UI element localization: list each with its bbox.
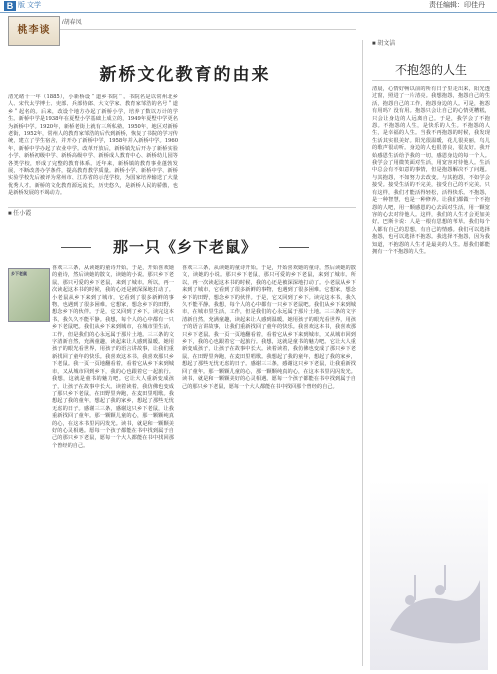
editor-credit: 责任编辑：印佳丹 [429, 2, 485, 9]
article-body-col1: 清光绪十一年（1885），小新桥设＂道乡书院＂。书院名是以常州北乡人、宋代太学博士、吏部、兵部侍郎、大文学家、教育家邹浩的名号＂道乡＂起名的。后来，改设个地方办起了新桥小学，培养了数以万计的学生。新桥中学是1938年在夏墅小学基础上成立的，1949年夏墅中学更名为新桥中学。1920年，新桥老街上就有三所私塾。1950年，地区对新桥老街，1952年，常州人的教育家邹浩的后代到新桥，恢复了书院的学习传统，建立了学生宿舍，并开办了新桥中学，1958年并入新桥中学。1960年，新桥中学办起了农业中学。改革开放后，新桥镇先后开办了新桥实验小学、新桥初级中学、新桥高级中学、新桥成人教育中心、新桥幼儿园等各类学校，形成了完整的教育体系。近年来，新桥镇的教育事业蓬勃发展，不断改善办学条件，提高教育教学质量。新桥小学、新桥中学、新桥实验学校先后被评为常州市、江苏省的示范学校，为国家培养输送了大量优秀人才。新桥的文化教育源远流长，历史悠久，是新桥人民的骄傲，也是新桥发展的不竭动力。 [8, 94, 178, 197]
article-divider [8, 207, 356, 208]
section-letter: B [4, 1, 16, 11]
page-header-bar [0, 0, 497, 13]
column-divider [362, 40, 363, 666]
book-cover-title: 乡下老鼠 [11, 271, 27, 276]
article-title: 不抱怨的人生 [394, 63, 467, 77]
column-banner [8, 16, 60, 46]
article-body-col2: 喜欢三三条，从读她的童诗开始。于是，开始喜欢她的童诗，然后读她的散文，读她的小说。那只乡下老鼠，那只可爱的乡下老鼠，来到了城市。所以，再一次读起这本书的时候，我的心还是被深深地打动了。小老鼠从乡下来到了城市，它看到了很多新鲜的事物，也遇到了很多困难。它想家，想念乡下的田野，想念乡下的伙伴。于是，它又回到了乡下。读完这本书，我久久不能平静。我想，每个人的心中都有一只乡下老鼠吧。我们从乡下来到城市，在城市里生活，工作，但是我们的心永远属于那片土地。三三条的文字清新自然，充满童趣，读起来让人感到温暖。她用孩子的眼光看世界，用孩子的语言讲故事，让我们重新找回了童年的快乐。我喜欢这本书，我喜欢那只乡下老鼠。我一页一页地翻看着，看着它从乡下来到城市，又从城市回到乡下，我的心也跟着它一起旅行。我想，这就是童书的魅力吧。它让大人重新变成孩子，让孩子在故事中长大。读着读着，我仿佛也变成了那只乡下老鼠，在田野里奔跑，在麦田里唱歌。我想起了我的童年，想起了我的家乡，想起了那些无忧无虑的日子。感谢三三条，感谢这只乡下老鼠，让我重新找回了童年。那一颗颗儿童的心，那一颗颗纯真的心，在这本书里闪闪发光。读书，就是和一颗颗美好的心灵相遇。愿每一个孩子都能在书中找到属于自己的那只乡下老鼠，愿每一个大人都能在书中找回那个曾经的自己。 [182, 265, 356, 390]
article-body-col1: 喜欢三三条，从读她的童诗开始。于是，开始喜欢她的童诗，然后读她的散文，读她的小说。那只乡下老鼠，那只可爱的乡下老鼠，来到了城市。所以，再一次读起这本书的时候，我的心还是被深深地打动了。小老鼠从乡下来到了城市，它看到了很多新鲜的事物，也遇到了很多困难。它想家，想念乡下的田野，想念乡下的伙伴。于是，它又回到了乡下。读完这本书，我久久不能平静。我想，每个人的心中都有一只乡下老鼠吧。我们从乡下来到城市，在城市里生活，工作，但是我们的心永远属于那片土地。三三条的文字清新自然，充满童趣，读起来让人感到温暖。她用孩子的眼光看世界，用孩子的语言讲故事，让我们重新找回了童年的快乐。我喜欢这本书，我喜欢那只乡下老鼠。我一页一页地翻看着，看着它从乡下来到城市，又从城市回到乡下，我的心也跟着它一起旅行。我想，这就是童书的魅力吧。它让大人重新变成孩子，让孩子在故事中长大。读着读着，我仿佛也变成了那只乡下老鼠，在田野里奔跑，在麦田里唱歌。我想起了我的童年，想起了我的家乡，想起了那些无忧无虑的日子。感谢三三条，感谢这只乡下老鼠，让我重新找回了童年。那一颗颗儿童的心，那一颗颗纯真的心，在这本书里闪闪发光。读书，就是和一颗颗美好的心灵相遇。愿每一个孩子都能在书中找到属于自己的那只乡下老鼠，愿每一个大人都能在书中找回那个曾经的自己。 [52, 265, 174, 449]
article-title: 新桥文化教育的由来 [99, 65, 271, 85]
article-author-tag: ■ 任小霞 [8, 211, 32, 217]
section-name: 版 文学 [18, 2, 41, 9]
article-author-tag: ■ 胡文洁 [372, 41, 396, 47]
article-body-col2 [185, 94, 357, 202]
article-author-tag: /胡春凤 [62, 20, 82, 26]
book-cover-image [8, 268, 50, 322]
article-body: 清晨，心情好畅以前的所有日子里走出来，阳光透过窗，照进了一片清亮。我想抱怨，抱怨自己的生活，抱怨自己的工作，抱怨身边的人。可是，抱怨有用吗？没有用。抱怨只会让自己的心情更糟糕，只会让身边的人远离自己。于是，我学会了不抱怨。不抱怨的人生，是快乐的人生。不抱怨的人生，是幸福的人生。当我不再抱怨的时候，我发现生活其实很美好。阳光很温暖，花儿很美丽，鸟儿的歌声很动听。身边的人也很善良，很友好。我开始感恩生活给予我的一切，感恩身边的每一个人。我学会了用微笑面对生活，用宽容对待他人。生活中总会有不如意的事情，但是抱怨解决不了问题。与其抱怨，不如努力去改变。与其抱怨，不如学会接受。接受生活的不完美，接受自己的不完美。只有这样，我们才能活得轻松，活得快乐。不抱怨，是一种智慧，也是一种修养。让我们都做一个不抱怨的人吧，用一颗感恩的心去面对生活，用一颗宽容的心去对待他人。这样，我们的人生才会更加美好。巴斯卡说：人是一根有思想的苇草。我们每个人都有自己的思想，有自己的情感。我们可以选择抱怨，也可以选择不抱怨。我选择不抱怨，因为我知道，不抱怨的人生才是最美的人生。愿我们都能拥有一个不抱怨的人生。 [372, 86, 490, 255]
header-rule [60, 29, 356, 30]
column-banner-text: 桃李谈 [17, 25, 51, 36]
article-title: 那一只《乡下老鼠》 [95, 237, 275, 257]
title-underline [372, 80, 490, 81]
